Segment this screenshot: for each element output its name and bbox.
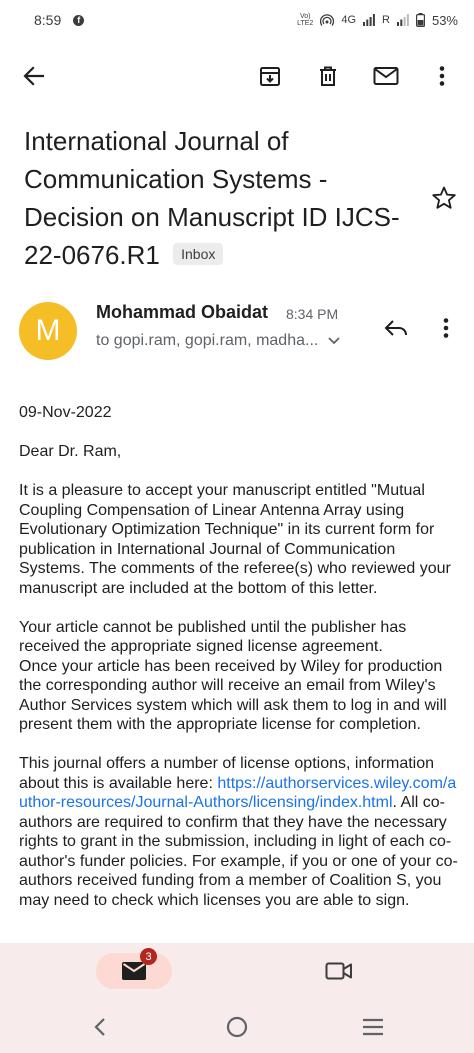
body-paragraph-3	[19, 754, 459, 910]
body-date: 09-Nov-2022	[19, 404, 112, 421]
mail-tab[interactable]	[96, 950, 172, 989]
body-paragraph-2	[19, 618, 459, 735]
circle-home-icon[interactable]	[221, 1011, 253, 1043]
body-paragraph-3-rest: . All co-authors are required to confirm that they have the necessary rights to grant in the submission, including in light of each co-author's funder policies. For example, if you or one of your co-authors received funding from a member of Coalition S, you may need to check which licenses you are able to sign.	[19, 794, 458, 909]
more-vertical-icon[interactable]	[422, 56, 462, 96]
archive-icon[interactable]	[250, 56, 290, 96]
body-greeting: Dear Dr. Ram,	[19, 443, 122, 460]
avatar[interactable]: M	[19, 302, 77, 360]
video-camera-icon[interactable]	[324, 957, 354, 985]
recipients-text: to gopi.ram, gopi.ram, madha...	[96, 332, 319, 349]
battery-icon	[416, 13, 425, 27]
sender-name: Mohammad Obaidat	[96, 302, 269, 322]
body-paragraph-2-line-2: Once your article has been received by Wiley for production the corresponding author will receive an email from Wiley's Author Services system which will ask them to log in and will present them with the appropriate license for completion.	[19, 657, 447, 733]
body-paragraph-2-line-1: Your article cannot be published until the publisher has received the appropriate signed license agreement.	[19, 618, 407, 655]
unread-count-badge: 3	[140, 948, 157, 965]
hotspot-icon	[320, 14, 334, 26]
message-more-icon[interactable]	[426, 308, 466, 348]
chevron-down-icon	[328, 337, 340, 345]
trash-icon[interactable]	[308, 56, 348, 96]
email-body	[19, 403, 459, 930]
reply-icon[interactable]	[376, 308, 416, 348]
licensing-link[interactable]: https://authorservices.wiley.com/author-resources/Journal-Authors/licensing/index.html	[19, 774, 457, 811]
facebook-icon: f	[73, 15, 84, 26]
mail-filled-icon	[122, 962, 146, 980]
volte-indicator	[297, 13, 313, 27]
bottom-navigation	[0, 943, 474, 999]
network-type: 4G	[341, 14, 357, 26]
volte-top: Vo)	[299, 13, 311, 20]
body-paragraph-3-intro: This journal offers a number of license options, information about this is available here:	[19, 755, 435, 792]
star-icon[interactable]	[424, 178, 464, 218]
email-subject	[24, 122, 424, 274]
mail-icon[interactable]	[366, 56, 406, 96]
recipients-toggle[interactable]	[96, 332, 340, 350]
signal-icon	[363, 14, 375, 26]
volte-bottom: LTE2	[297, 20, 314, 27]
app-bar	[0, 52, 474, 104]
menu-lines-icon[interactable]	[357, 1011, 389, 1043]
chevron-left-icon[interactable]	[84, 1011, 116, 1043]
body-paragraph-1: It is a pleasure to accept your manuscript entitled "Mutual Coupling Compensation of Linear Antenna Array using Evolutionary Optimization Technique" in its current form for publication in International Journal of Communication Systems. The comments of the referee(s) who reviewed your manuscript are included at the bottom of this letter.	[19, 482, 451, 597]
system-navigation-bar	[0, 999, 474, 1053]
signal-icon-2	[397, 14, 409, 26]
battery-percent: 53%	[431, 12, 458, 28]
roaming-indicator: R	[382, 14, 390, 26]
status-time: 8:59	[34, 12, 62, 28]
email-time: 8:34 PM	[286, 306, 339, 322]
inbox-label-chip[interactable]: Inbox	[173, 243, 223, 265]
subject-text: International Journal of Communication Systems - Decision on Manuscript ID IJCS-22-0676.R1	[24, 126, 400, 270]
arrow-left-icon[interactable]	[14, 56, 54, 96]
status-bar	[0, 0, 474, 40]
